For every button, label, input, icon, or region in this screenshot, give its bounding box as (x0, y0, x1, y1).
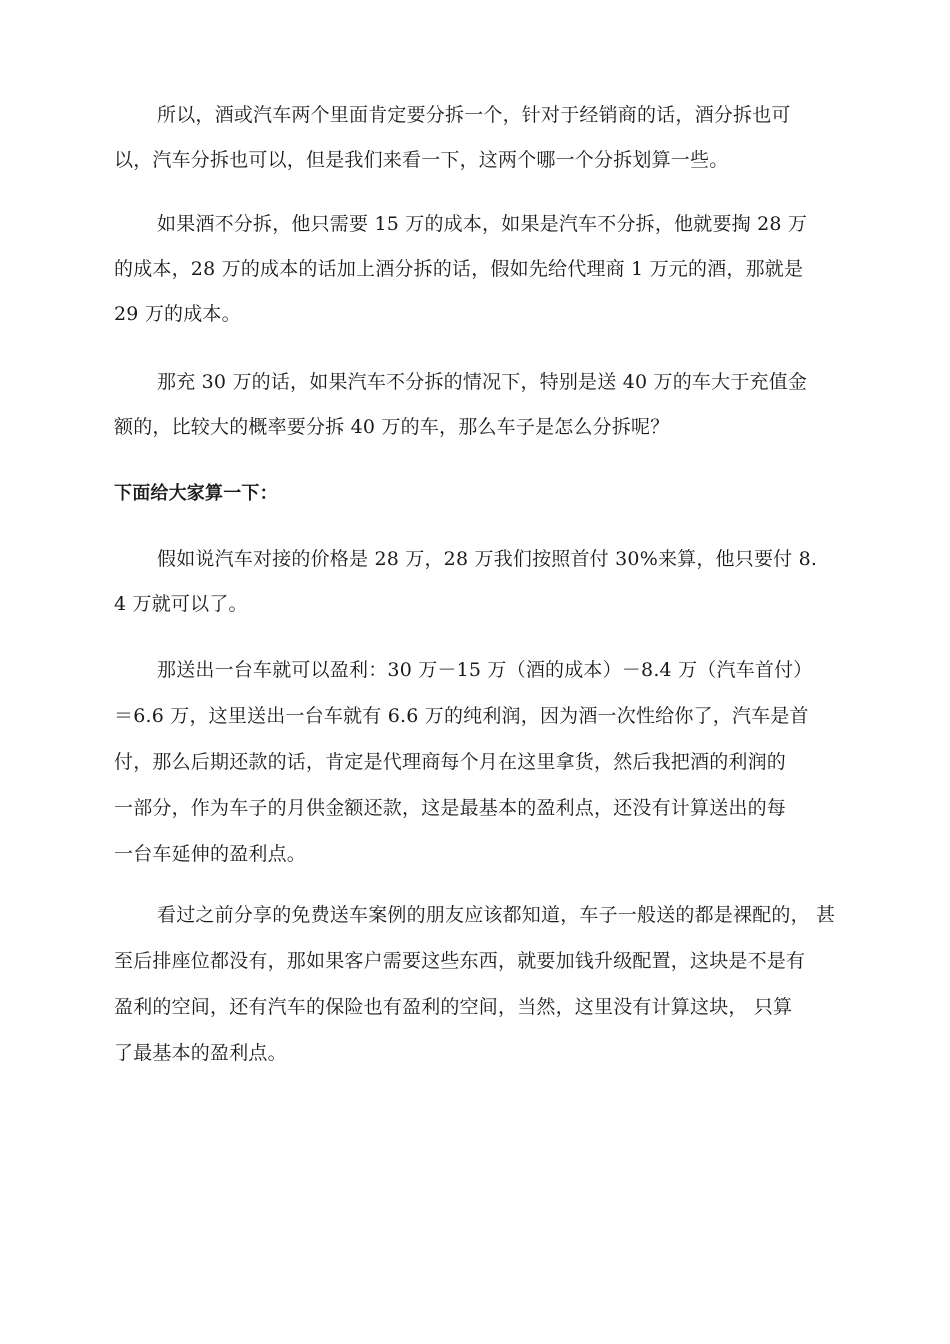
paragraph-5-line-2: ＝6.6 万，这里送出一台车就有 6.6 万的纯利润，因为酒一次性给你了，汽车是首 (114, 705, 809, 727)
paragraph-1-line-2: 以，汽车分拆也可以，但是我们来看一下，这两个哪一个分拆划算一些。 (114, 149, 729, 171)
section-heading: 下面给大家算一下： (114, 483, 278, 504)
paragraph-3-line-2: 额的，比较大的概率要分拆 40 万的车，那么车子是怎么分拆呢？ (114, 416, 670, 438)
paragraph-2-line-1: 如果酒不分拆，他只需要 15 万的成本，如果是汽车不分拆，他就要掏 28 万 (157, 213, 808, 235)
paragraph-2-line-2: 的成本，28 万的成本的话加上酒分拆的话，假如先给代理商 1 万元的酒，那就是 (114, 258, 804, 280)
paragraph-2-line-3: 29 万的成本。 (114, 303, 241, 325)
paragraph-6-line-2: 至后排座位都没有，那如果客户需要这些东西，就要加钱升级配置，这块是不是有 (114, 950, 806, 972)
paragraph-4-line-1: 假如说汽车对接的价格是 28 万，28 万我们按照首付 30%来算，他只要付 8. (157, 548, 818, 570)
paragraph-5-line-3: 付，那么后期还款的话，肯定是代理商每个月在这里拿货，然后我把酒的利润的 (114, 751, 787, 773)
paragraph-6-line-1: 看过之前分享的免费送车案例的朋友应该都知道，车子一般送的都是裸配的， 甚 (157, 904, 836, 926)
paragraph-5-line-4: 一部分，作为车子的月供金额还款，这是最基本的盈利点，还没有计算送出的每 (114, 797, 787, 819)
paragraph-5-line-1: 那送出一台车就可以盈利：30 万－15 万（酒的成本）－8.4 万（汽车首付） (157, 659, 813, 681)
paragraph-6-line-3: 盈利的空间，还有汽车的保险也有盈利的空间，当然，这里没有计算这块， 只算 (114, 996, 793, 1018)
paragraph-1-line-1: 所以，酒或汽车两个里面肯定要分拆一个，针对于经销商的话，酒分拆也可 (157, 104, 791, 126)
paragraph-6-line-4: 了最基本的盈利点。 (114, 1042, 287, 1064)
paragraph-5-line-5: 一台车延伸的盈利点。 (114, 843, 307, 865)
paragraph-4-line-2: 4 万就可以了。 (114, 593, 248, 615)
paragraph-3-line-1: 那充 30 万的话，如果汽车不分拆的情况下，特别是送 40 万的车大于充值金 (157, 371, 808, 393)
